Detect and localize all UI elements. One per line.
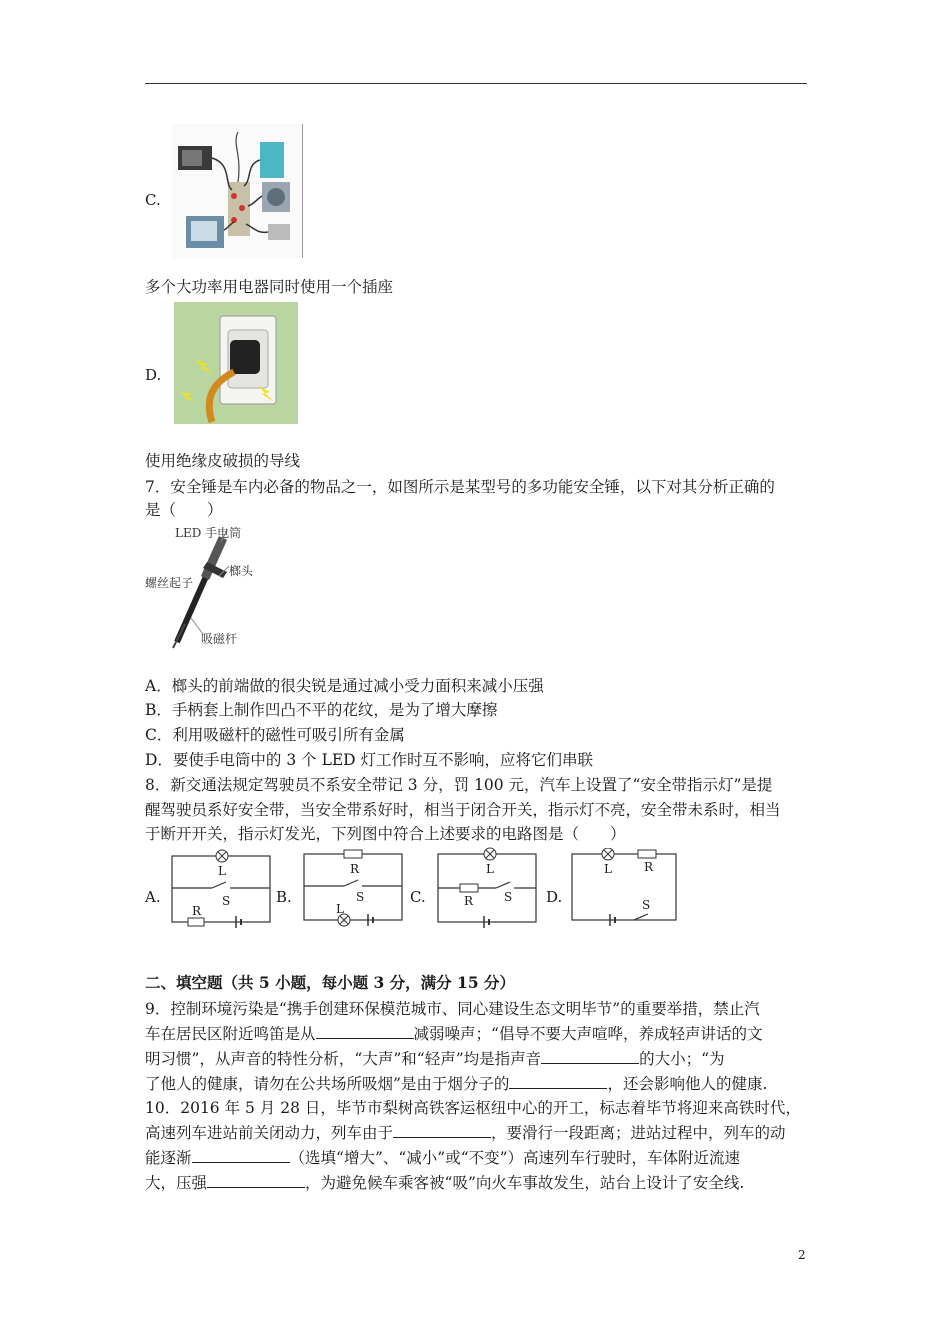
label-hammer-head: 榔头 [229, 564, 254, 578]
q7-stem-line1: 7．安全锤是车内必备的物品之一，如图所示是某型号的多功能安全锤，以下对其分析正确的 [145, 478, 775, 496]
q8-stem-line1: 8．新交通法规定驾驶员不系安全带记 3 分，罚 100 元，汽车上设置了“安全带指示灯”是提 [145, 776, 773, 794]
symbol-l: L [336, 902, 344, 916]
q6-option-d-caption: 使用绝缘皮破损的导线 [145, 452, 301, 470]
symbol-l: L [604, 862, 612, 876]
q6-option-d-letter: D. [145, 366, 162, 384]
q7-option-a: A．榔头的前端做的很尖锐是通过减小受力面积来减小压强 [145, 677, 544, 695]
q7-safety-hammer-figure [145, 522, 265, 650]
q10-text: ，要滑行一段距离；进站过程中，列车的动 [491, 1124, 786, 1142]
q6-option-c-image [172, 124, 303, 258]
q8-stem-line3: 于断开开关，指示灯发光，下列图中符合上述要求的电路图是（ ） [145, 825, 626, 843]
q6-option-d-image [174, 302, 298, 424]
symbol-l: L [486, 862, 494, 876]
q9-text: 了他人的健康，请勿在公共场所吸烟”是由于烟分子的 [145, 1075, 510, 1093]
q7-option-c: C．利用吸磁杆的磁性可吸引所有金属 [145, 726, 405, 744]
appliances-illustration [172, 124, 302, 258]
q9-text: 车在居民区附近鸣笛是从 [145, 1025, 316, 1043]
q10-blank-2[interactable] [192, 1147, 290, 1163]
q9-text: 减弱噪声；“倡导不要大声喧哗，养成轻声讲话的文 [413, 1025, 763, 1043]
damaged-wire-illustration [174, 302, 298, 424]
q10-line2 [145, 1122, 786, 1143]
symbol-s: S [504, 890, 513, 904]
q7-option-b: B．手柄套上制作凹凸不平的花纹，是为了增大摩擦 [145, 701, 498, 719]
symbol-s: S [356, 890, 365, 904]
symbol-r: R [192, 904, 202, 918]
symbol-r: R [350, 862, 360, 876]
symbol-s: S [222, 894, 231, 908]
q8-circuit-a [168, 848, 274, 928]
q7-stem-line2: 是（ ） [145, 501, 223, 519]
q10-text: （选填“增大”、“减小”或“不变”）高速列车行驶时，车体附近流速 [289, 1149, 741, 1167]
q6-option-c-letter: C. [145, 191, 161, 209]
q10-blank-1[interactable] [393, 1122, 491, 1138]
q8-option-a-letter: A. [145, 888, 161, 906]
q9-line1: 9．控制环境污染是“携手创建环保模范城市、同心建设生态文明毕节”的重要举措，禁止汽 [145, 1000, 760, 1018]
q8-circuit-c [434, 846, 540, 930]
q10-blank-3[interactable] [207, 1172, 305, 1188]
label-led-flashlight: LED 手电筒 [175, 526, 242, 540]
q8-circuit-d [568, 848, 680, 928]
q9-line3 [145, 1048, 725, 1069]
symbol-s: S [642, 898, 651, 912]
q10-line3 [145, 1147, 740, 1168]
q10-text: 能逐渐 [145, 1149, 192, 1167]
q10-text: 大，压强 [145, 1174, 208, 1192]
q9-text: 明习惯”，从声音的特性分析，“大声”和“轻声”均是指声音 [145, 1050, 542, 1068]
q6-option-c-caption: 多个大功率用电器同时使用一个插座 [145, 278, 394, 296]
q10-text: 高速列车进站前关闭动力，列车由于 [145, 1124, 394, 1142]
q10-line4 [145, 1172, 744, 1193]
q10-text: ，为避免候车乘客被“吸”向火车事故发生，站台上设计了安全线. [305, 1174, 745, 1192]
q10-line1: 10．2016 年 5 月 28 日，毕节市梨树高铁客运枢纽中心的开工，标志着毕节将迎来高铁时代， [145, 1099, 801, 1117]
q9-line4 [145, 1073, 767, 1094]
q9-blank-3[interactable] [509, 1073, 607, 1089]
q9-text: 的大小；“为 [639, 1050, 725, 1068]
symbol-l: L [218, 864, 226, 878]
q8-stem-line2: 醒驾驶员系好安全带，当安全带系好时，相当于闭合开关，指示灯不亮，安全带未系时，相当 [145, 801, 781, 819]
q8-option-b-letter: B. [276, 888, 292, 906]
label-magnet-rod: 吸磁杆 [201, 632, 238, 646]
section-title: 二、填空题（共 5 小题，每小题 3 分，满分 15 分） [145, 973, 516, 992]
q9-blank-2[interactable] [541, 1048, 639, 1064]
q9-line2 [145, 1023, 762, 1044]
page-number: 2 [798, 1248, 806, 1262]
q8-option-d-letter: D. [546, 888, 563, 906]
q9-blank-1[interactable] [316, 1023, 414, 1039]
q9-text: ，还会影响他人的健康. [607, 1075, 768, 1093]
header-rule [145, 83, 807, 84]
q8-circuit-b [300, 846, 406, 928]
q7-option-d: D．要使手电筒中的 3 个 LED 灯工作时互不影响，应将它们串联 [145, 751, 594, 769]
symbol-r: R [464, 894, 474, 908]
q8-option-c-letter: C. [410, 888, 426, 906]
label-screwdriver: 螺丝起子 [145, 576, 194, 590]
symbol-r: R [644, 860, 654, 874]
